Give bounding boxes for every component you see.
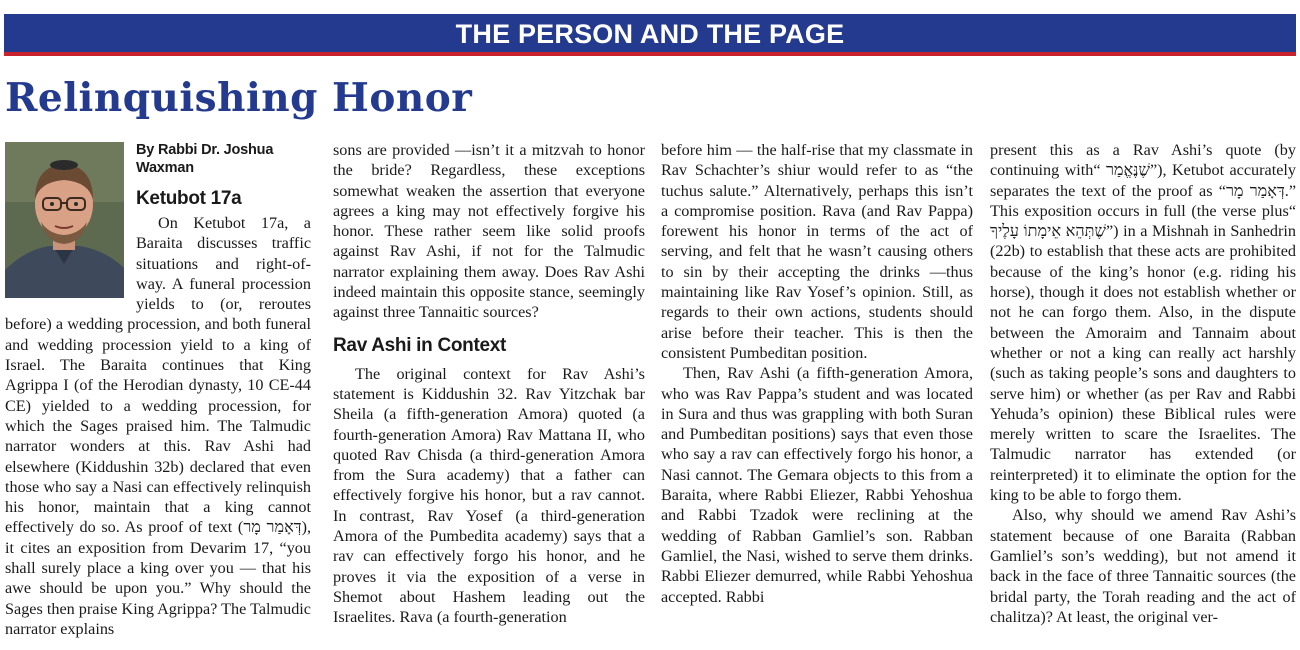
author-portrait-icon <box>5 142 124 298</box>
paragraph: before him — the half-rise that my classmate in Rav Schachter’s shiur would refer to as “the tuchus salute.” Alternatively, perhaps this isn’t a compromise position. Rava (and Rav Pappa) forewent his honor in terms of the act of serving, and felt that he wasn’t causing others to sin by their accepting the drinks —thus maintaining like Rav Yosef’s opinion. Still, as regards to their own actions, students should arise before their teacher. This is then the consistent Pumbeditan position. <box>661 141 973 362</box>
tractate-kicker: Ketubot 17a <box>136 188 242 209</box>
paragraph: The original context for Rav Ashi’s statement is Kiddushin 32. Rav Yitzchak bar Sheila (a fifth-generation Amora) quoted (a fourth-generation Amora) Rav Mattana II, who quoted Rav Chisda (a third-generation Amora from the Sura academy) that a father can effectively forgive his honor, but a rav cannot. In contrast, Rav Yosef (a third-generation Amora of the Pumbedita academy) says that a rav can effectively forgo his honor, and he proves it via the exposition of a verse in Shemot about Hashem leading out the Israelites. Rava (a fourth-generation <box>333 364 645 627</box>
byline: By Rabbi Dr. Joshua Waxman <box>136 142 274 176</box>
paragraph: On Ketubot 17a, a Baraita discusses traffic situations and right-of-way. A funeral procession yields to (or, reroutes before) a wedding procession, and both funeral and wedding procession yield to a king of Israel. The Baraita continues that King Agrippa I (of the Herodian dynasty, 10 CE-44 CE) yielded to a wedding procession, for which the Sages praised him. The Talmudic narrator wonders at this. Rav Ashi had elsewhere (Kiddushin 32b) declared that even those who say a Nasi can effectively relinquish his honor, maintain that a king cannot effectively do so. As proof of text (דְּאָמַר מָר), it cites an exposition from Devarim 17, “you shall surely place a king over you — that his awe should be upon you.” Why should the Sages then praise King Agrippa? The Talmudic narrator explains <box>5 214 311 638</box>
section-banner: THE PERSON AND THE PAGE <box>4 14 1296 56</box>
column-1 <box>5 140 311 650</box>
article-headline: Relinquishing Honor <box>5 75 473 121</box>
paragraph: Also, why should we amend Rav Ashi’s statement because of one Baraita (Rabban Gamliel’s son’s wedding), but not amend it back in the face of three Tannaitic sources (the bridal party, the Torah reading and the act of chalitza)? At least, the original ver- <box>990 506 1296 626</box>
paragraph: present this as a Rav Ashi’s quote (by continuing with“ שֶׁנֶּאֱמַר”), Ketubot accurately separates the text of the proof as “דְּאָמַר מָר.” This exposition occurs in full (the verse plus“ שֶׁתְּהֵא אֵימָתוֹ עָלֶיךָ”) in a Mishnah in Sanhedrin (22b) to establish that these acts are prohibited because of the king’s honor (e.g. riding his horse), though it does not establish whether or not he can forgo them. Also, in the dispute between the Amoraim and Tannaim about whether or not a king can really act harshly (such as taking people’s sons and daughters to serve him) or whether (as per Rav and Rabbi Yehuda’s opinion) these Biblical rules were merely written to scare the Israelites. The Talmudic narrator has extended (or reinterpreted) it to eliminate the option for the king to be able to forgo them. <box>990 141 1296 505</box>
column-3 <box>661 140 973 650</box>
section-subhead: Rav Ashi in Context <box>333 334 507 356</box>
author-photo <box>5 142 124 298</box>
paragraph: sons are provided —isn’t it a mitzvah to honor the bride? Regardless, these exceptions somewhat weaken the assertion that everyone agrees a king may not effectively forgive his honor. These rather seem like solid proofs against Rav Ashi, if not for the Talmudic narrator explaining them away. Does Rav Ashi indeed maintain this opposite stance, seemingly against three Tannaitic sources? <box>333 141 645 322</box>
column-4 <box>990 140 1296 650</box>
paragraph: Then, Rav Ashi (a fifth-generation Amora, who was Rav Pappa’s student and was located in Sura and thus was grappling with both Suran and Pumbeditan positions) says that even those who say a rav can effectively forgo his honor, a Nasi cannot. The Gemara objects to this from a Baraita, where Rabbi Eliezer, Rabbi Yehoshua and Rabbi Tzadok were reclining at the wedding of Rabban Gamliel’s son. Rabban Gamliel, the Nasi, wished to serve them drinks. Rabbi Eliezer demurred, while Rabbi Yehoshua accepted. Rabbi <box>661 364 973 606</box>
column-2 <box>333 140 645 650</box>
